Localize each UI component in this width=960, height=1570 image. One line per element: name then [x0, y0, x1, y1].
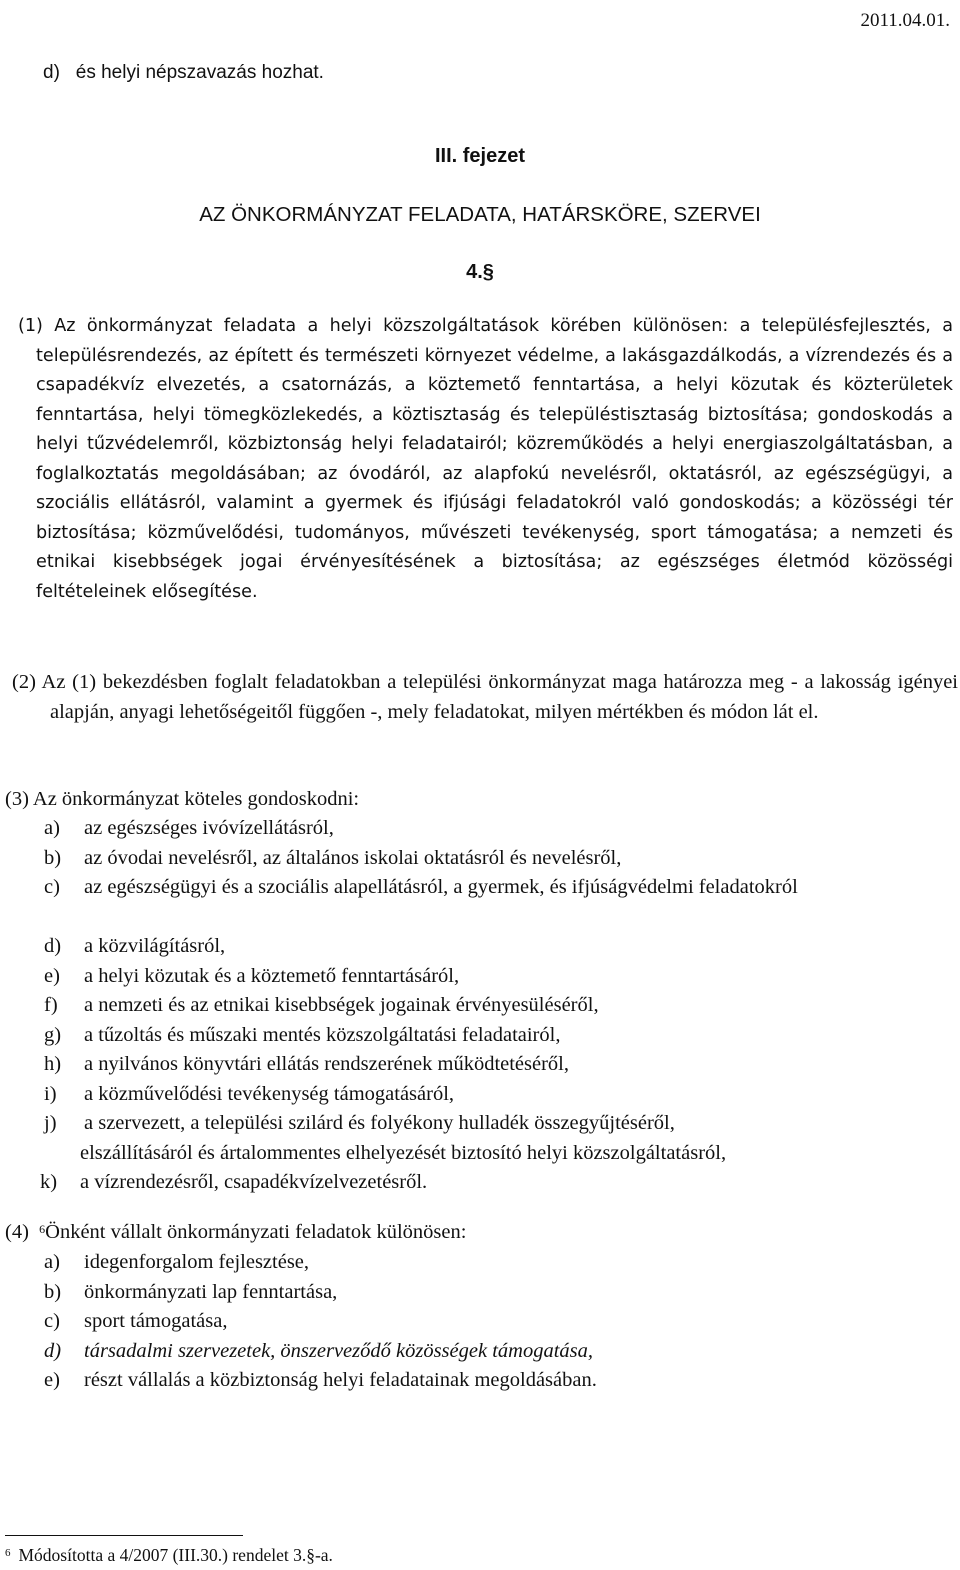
- list-marker: b): [44, 1280, 62, 1303]
- list-item-text: az egészséges ivóvízellátásról,: [84, 817, 334, 839]
- footnote-reference[interactable]: 6: [39, 1222, 46, 1236]
- list-item-text: részt vállalás a közbiztonság helyi feladatainak megoldásában.: [84, 1369, 597, 1391]
- previous-list-item: [43, 58, 324, 87]
- list-marker: h): [44, 1053, 62, 1075]
- list-item-text: a közművelődési tevékenység támogatásáról,: [84, 1082, 455, 1105]
- list-item-continuation: [0, 1139, 960, 1169]
- list-marker: e): [44, 1369, 60, 1391]
- list-item-text: társadalmi szervezetek, önszerveződő közösségek támogatása,: [84, 1339, 594, 1362]
- paragraph-4-list: [0, 1248, 960, 1396]
- list-marker: f): [44, 994, 58, 1016]
- paragraph-3-list: [0, 814, 960, 1198]
- list-item: [0, 1080, 960, 1110]
- paragraph-4-heading: [5, 1218, 466, 1247]
- list-item-text: a helyi közutak és a köztemető fenntartásáról,: [84, 964, 460, 987]
- chapter-number: III. fejezet: [434, 145, 526, 167]
- list-item: [0, 1021, 960, 1051]
- list-item-text: sport támogatása,: [84, 1310, 228, 1332]
- list-marker: c): [44, 1310, 60, 1332]
- list-item: [0, 873, 960, 932]
- list-item-text: a nemzeti és az etnikai kisebbségek jogainak érvényesüléséről,: [84, 994, 599, 1016]
- list-marker: j): [44, 1112, 57, 1134]
- list-marker: c): [44, 876, 60, 898]
- paragraph-2: (2) Az (1) bekezdésben foglalt feladatokban a települési önkormányzat maga határozza meg - a lakosság igényei alapján, anyagi lehetőségeitől függően -, mely feladatokat, milyen mértékben és módon lát el.: [12, 671, 958, 723]
- list-item: [0, 1109, 960, 1139]
- list-item: [0, 814, 960, 844]
- list-marker: i): [44, 1082, 57, 1105]
- paragraph-3-heading: (3) Az önkormányzat köteles gondoskodni:: [5, 788, 360, 810]
- list-item: [0, 844, 960, 874]
- paragraph-heading-text: Önként vállalt önkormányzati feladatok különösen:: [45, 1221, 467, 1243]
- list-item: [0, 1307, 960, 1337]
- list-marker: a): [44, 1251, 60, 1273]
- footnote-number: 6: [5, 1547, 11, 1559]
- section-number: 4.§: [466, 261, 494, 283]
- list-marker: d): [44, 1339, 62, 1362]
- list-item-text: önkormányzati lap fenntartása,: [84, 1280, 338, 1303]
- list-item: [0, 932, 960, 962]
- list-item: [0, 1278, 960, 1308]
- document-date: 2011.04.01.: [860, 10, 950, 31]
- list-marker: k): [40, 1171, 58, 1193]
- list-item: [0, 962, 960, 992]
- list-marker: a): [44, 817, 60, 839]
- paragraph-1: (1) Az önkormányzat feladata a helyi közszolgáltatások körében különösen: a településfejlesztés, a településrendezés, az épített és természeti környezet védelme, a lakásgazdálkodás, a vízrendezés és a csapadékvíz elvezetés, a csatornázás, a köztemető fenntartása, a helyi közutak és közterületek fenntartása, helyi tömegközlekedés, a köztisztaság és településtisztaság biztosítása; gondoskodás a helyi tűzvédelemről, közbiztonság helyi feladatairól; közreműködés a helyi energiaszolgáltatásban, a foglalkoztatás megoldásában; az óvodáról, az alapfokú nevelésről, oktatásról, az egészségügyi, a szociális ellátásról, valamint a gyermek és ifjúsági feladatokról való gondoskodás; a közösségi tér biztosítása; közművelődési, tudományos, művészeti tevékenység, sport támogatása; a nemzeti és etnikai kisebbségek jogai érvényesítésének a biztosítása; az egészséges életmód közösségi feltételeinek elősegítése.: [18, 316, 953, 602]
- list-item-text: az egészségügyi és a szociális alapellátásról, a gyermek, és ifjúságvédelmi feladatokról: [84, 876, 798, 898]
- list-item-text: és helyi népszavazás hozhat.: [75, 62, 324, 83]
- list-item-text: a nyilvános könyvtári ellátás rendszerének működtetéséről,: [84, 1053, 570, 1075]
- chapter-title: AZ ÖNKORMÁNYZAT FELADATA, HATÁRSKÖRE, SZERVEI: [199, 203, 761, 226]
- list-item: [0, 1248, 960, 1278]
- list-item: [0, 1337, 960, 1367]
- list-item-text: az óvodai nevelésről, az általános iskolai oktatásról és nevelésről,: [84, 846, 622, 869]
- list-marker: d): [44, 935, 62, 957]
- list-item-text: elszállításáról és ártalommentes elhelyezését biztosító helyi közszolgáltatásról,: [80, 1141, 727, 1164]
- list-item: [0, 1050, 960, 1080]
- list-item-text: idegenforgalom fejlesztése,: [84, 1251, 310, 1273]
- list-item-text: a vízrendezésről, csapadékvízelvezetésről.: [80, 1171, 428, 1193]
- list-item: [0, 1366, 960, 1396]
- list-marker: d): [43, 62, 60, 83]
- footnote-text: Módosította a 4/2007 (III.30.) rendelet 3.§-a.: [18, 1545, 333, 1565]
- list-marker: e): [44, 964, 60, 987]
- footnote-divider: [5, 1535, 243, 1536]
- list-item-text: a közvilágításról,: [84, 935, 226, 957]
- list-item-text: a tűzoltás és műszaki mentés közszolgáltatási feladatairól,: [84, 1023, 561, 1046]
- list-item: [0, 991, 960, 1021]
- list-marker: g): [44, 1023, 62, 1046]
- list-item-text: a szervezett, a települési szilárd és folyékony hulladék összegyűjtéséről,: [84, 1112, 675, 1134]
- list-item: [0, 1168, 960, 1198]
- list-marker: b): [44, 846, 62, 869]
- footnote: [5, 1541, 333, 1570]
- paragraph-label: (4): [5, 1221, 29, 1243]
